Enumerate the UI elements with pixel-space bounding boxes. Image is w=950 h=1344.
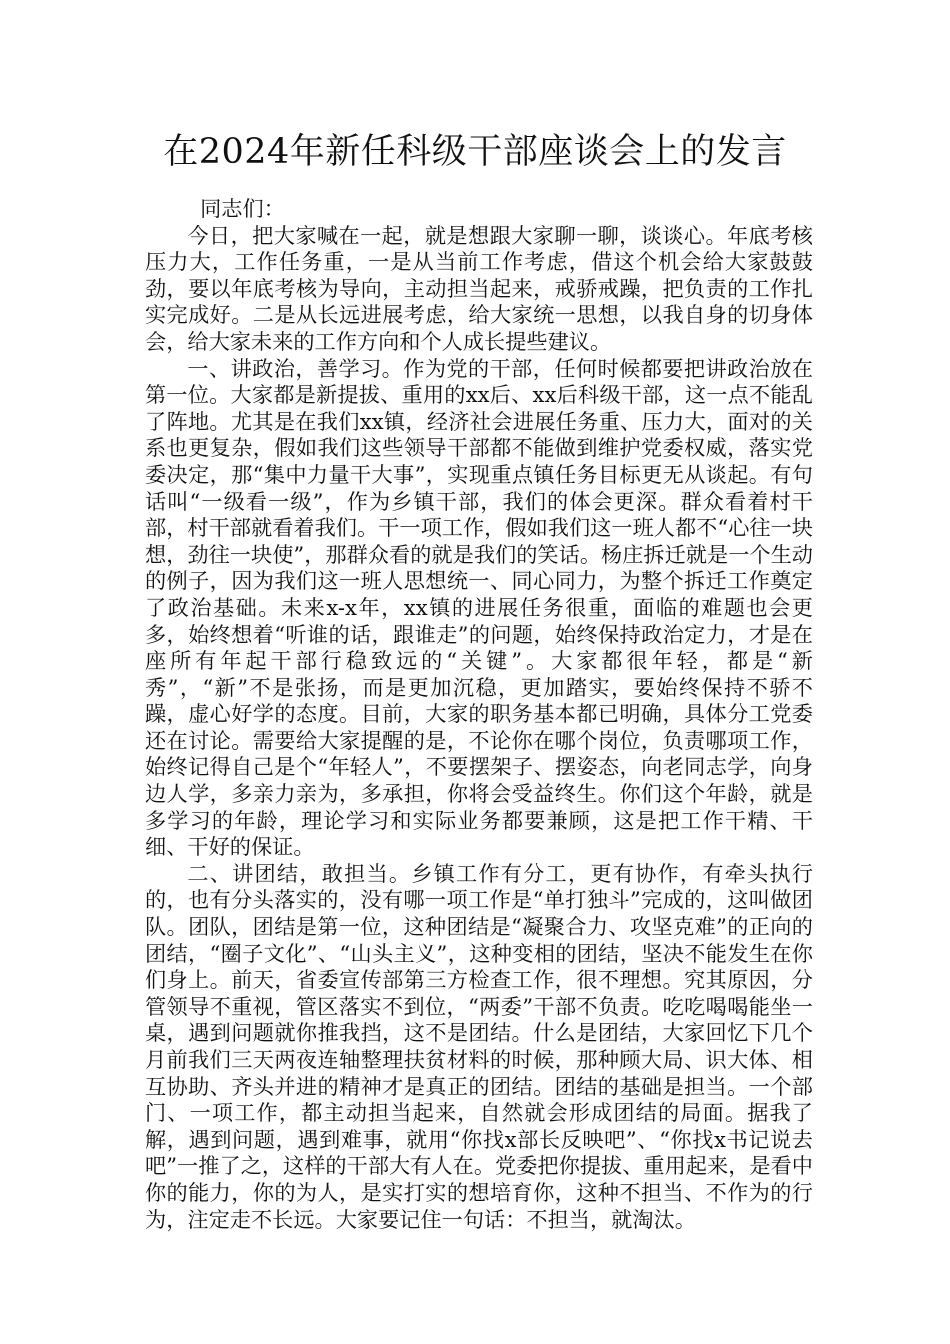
paragraph-section-two: 二、讲团结，敢担当。乡镇工作有分工，更有协作，有牵头执行的，也有分头落实的，没有哪一项工作是“单打独斗”完成的，这叫做团队。团队，团结是第一位，这种团结是“凝聚合力、攻坚克难”的正向的团结，“圈子文化”、“山头主义”，这种变相的团结，坚决不能发生在你们身上。前天，省委宣传部第三方检查工作，很不理想。究其原因，分管领导不重视，管区落实不到位，“两委”干部不负责。吃吃喝喝能坐一桌，遇到问题就你推我挡，这不是团结。什么是团结，大家回忆下几个月前我们三天两夜连轴整理扶贫材料的时候，那种顾大局、识大体、相互协助、齐头并进的精神才是真正的团结。团结的基础是担当。一个部门、一项工作，都主动担当起来，自然就会形成团结的局面。据我了解，遇到问题，遇到难事，就用“你找x部长反映吧”、“你找x书记说去吧”一推了之，这样的干部大有人在。党委把你提拔、重用起来，是看中你的能力，你的为人，是实打实的想培育你，这种不担当、不作为的行为，注定走不长远。大家要记住一句话：不担当，就淘汰。 xyxy=(145,860,813,1232)
document-title: 在2024年新任科级干部座谈会上的发言 xyxy=(163,132,787,172)
paragraph-intro: 今日，把大家喊在一起，就是想跟大家聊一聊，谈谈心。年底考核压力大，工作任务重，一是从当前工作考虑，借这个机会给大家鼓鼓劲，要以年底考核为导向，主动担当起来，戒骄戒躁，把负责的工作扎实完成好。二是从长远进展考虑，给大家统一思想，以我自身的切身体会，给大家未来的工作方向和个人成长提些建议。 xyxy=(145,222,813,354)
document-body xyxy=(145,196,813,1233)
paragraph-section-one: 一、讲政治，善学习。作为党的干部，任何时候都要把讲政治放在第一位。大家都是新提拔、重用的xx后、xx后科级干部，这一点不能乱了阵地。尤其是在我们xx镇，经济社会进展任务重、压力大，面对的关系也更复杂，假如我们这些领导干部都不能做到维护党委权威，落实党委决定，那“集中力量干大事”，实现重点镇任务目标更无从谈起。有句话叫“一级看一级”，作为乡镇干部，我们的体会更深。群众看着村干部，村干部就看着我们。干一项工作，假如我们这一班人都不“心往一块想，劲往一块使”，那群众看的就是我们的笑话。杨庄拆迁就是一个生动的例子，因为我们这一班人思想统一、同心同力，为整个拆迁工作奠定了政治基础。未来x-x年，xx镇的进展任务很重，面临的难题也会更多，始终想着“听谁的话，跟谁走”的问题，始终保持政治定力，才是在座所有年起干部行稳致远的“关键”。大家都很年轻，都是“新秀”，“新”不是张扬，而是更加沉稳，更加踏实，要始终保持不骄不躁，虚心好学的态度。目前，大家的职务基本都已明确，具体分工党委还在讨论。需要给大家提醒的是，不论你在哪个岗位，负责哪项工作，始终记得自己是个“年轻人”，不要摆架子、摆姿态，向老同志学，向身边人学，多亲力亲为，多承担，你将会受益终生。你们这个年龄，就是多学习的年龄，理论学习和实际业务都要兼顾，这是把工作干精、干细、干好的保证。 xyxy=(145,355,813,860)
salutation: 同志们： xyxy=(200,196,285,221)
